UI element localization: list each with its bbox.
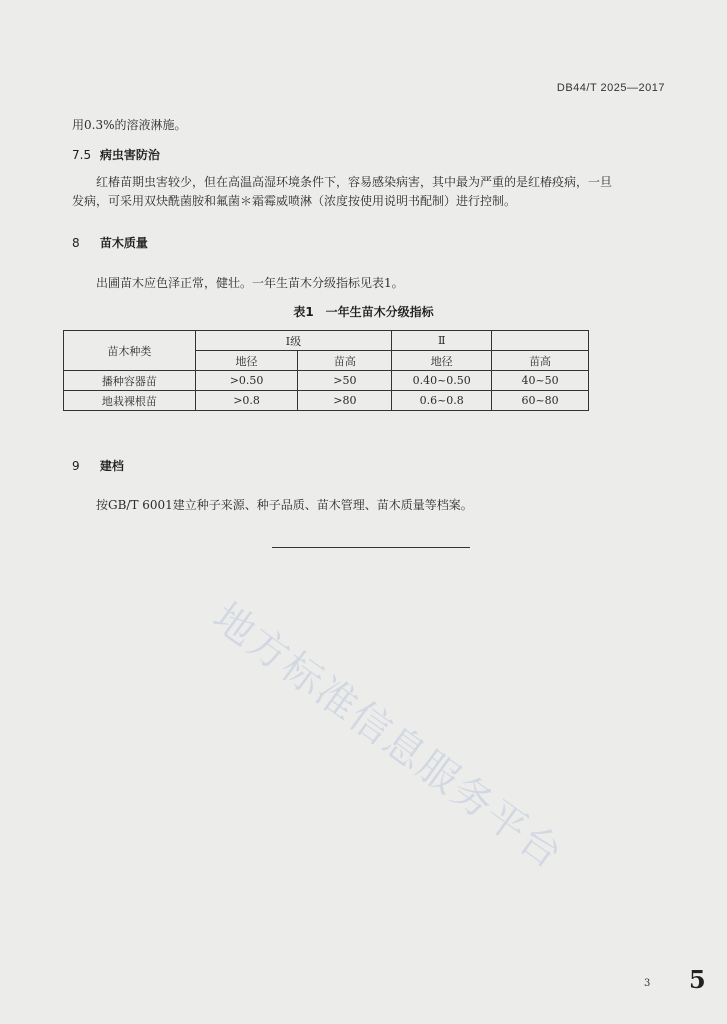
section-title: 建档 — [99, 459, 124, 473]
section-number: 7.5 — [72, 148, 92, 162]
section-title: 苗木质量 — [99, 236, 148, 250]
table-cell: 0.40~0.50 — [392, 371, 492, 391]
seedling-type-header: 苗木种类 — [64, 331, 196, 371]
seedling-grade-table — [63, 330, 589, 411]
section-number: 9 — [72, 459, 80, 473]
standard-code: DB44/T 2025—2017 — [556, 82, 665, 94]
quality-paragraph: 出圃苗木应色泽正常，健壮。一年生苗木分级指标见表1。 — [96, 276, 404, 290]
sheet-number: 5 — [689, 965, 706, 994]
ground-diameter-header: 地径 — [195, 351, 298, 371]
pest-paragraph-line-1: 红椿苗期虫害较少，但在高温高湿环境条件下，容易感染病害，其中最为严重的是红椿疫病，一旦 — [96, 175, 613, 189]
grade-3-header — [492, 331, 589, 351]
table-cell: >80 — [298, 391, 392, 411]
continued-paragraph: 用0.3%的溶液淋施。 — [72, 118, 187, 132]
table-cell: >50 — [298, 371, 392, 391]
table-cell: >0.8 — [195, 391, 298, 411]
table-cell: 40~50 — [492, 371, 589, 391]
seedling-height-header: 苗高 — [298, 351, 392, 371]
table-cell: >0.50 — [195, 371, 298, 391]
page-number: 3 — [644, 978, 651, 989]
table-caption — [0, 303, 727, 320]
ground-diameter-header: 地径 — [392, 351, 492, 371]
grade-2-header: Ⅱ — [392, 331, 492, 351]
grade-1-header: Ⅰ级 — [195, 331, 392, 351]
section-title: 病虫害防治 — [99, 148, 160, 162]
archive-paragraph: 按GB/T 6001建立种子来源、种子品质、苗木管理、苗木质量等档案。 — [96, 498, 473, 512]
seedling-height-header: 苗高 — [492, 351, 589, 371]
section-8-heading — [72, 234, 148, 251]
table-caption-title: 一年生苗木分级指标 — [325, 305, 434, 319]
seedling-type-cell: 地栽裸根苗 — [64, 391, 196, 411]
section-9-heading — [72, 457, 124, 474]
table-row — [64, 391, 589, 411]
watermark: 地方标准信息服务平台 — [204, 594, 572, 879]
table-cell: 60~80 — [492, 391, 589, 411]
table-caption-number: 表1 — [293, 305, 314, 319]
table-header-row — [64, 331, 589, 351]
table-row — [64, 371, 589, 391]
section-number: 8 — [72, 236, 80, 250]
table-cell: 0.6~0.8 — [392, 391, 492, 411]
section-7-5-heading — [72, 146, 160, 163]
end-of-document-rule — [272, 547, 470, 548]
pest-paragraph-line-2: 发病，可采用双炔酰菌胺和氟菌＊霜霉威喷淋（浓度按使用说明书配制）进行控制。 — [72, 194, 517, 208]
seedling-type-cell: 播种容器苗 — [64, 371, 196, 391]
